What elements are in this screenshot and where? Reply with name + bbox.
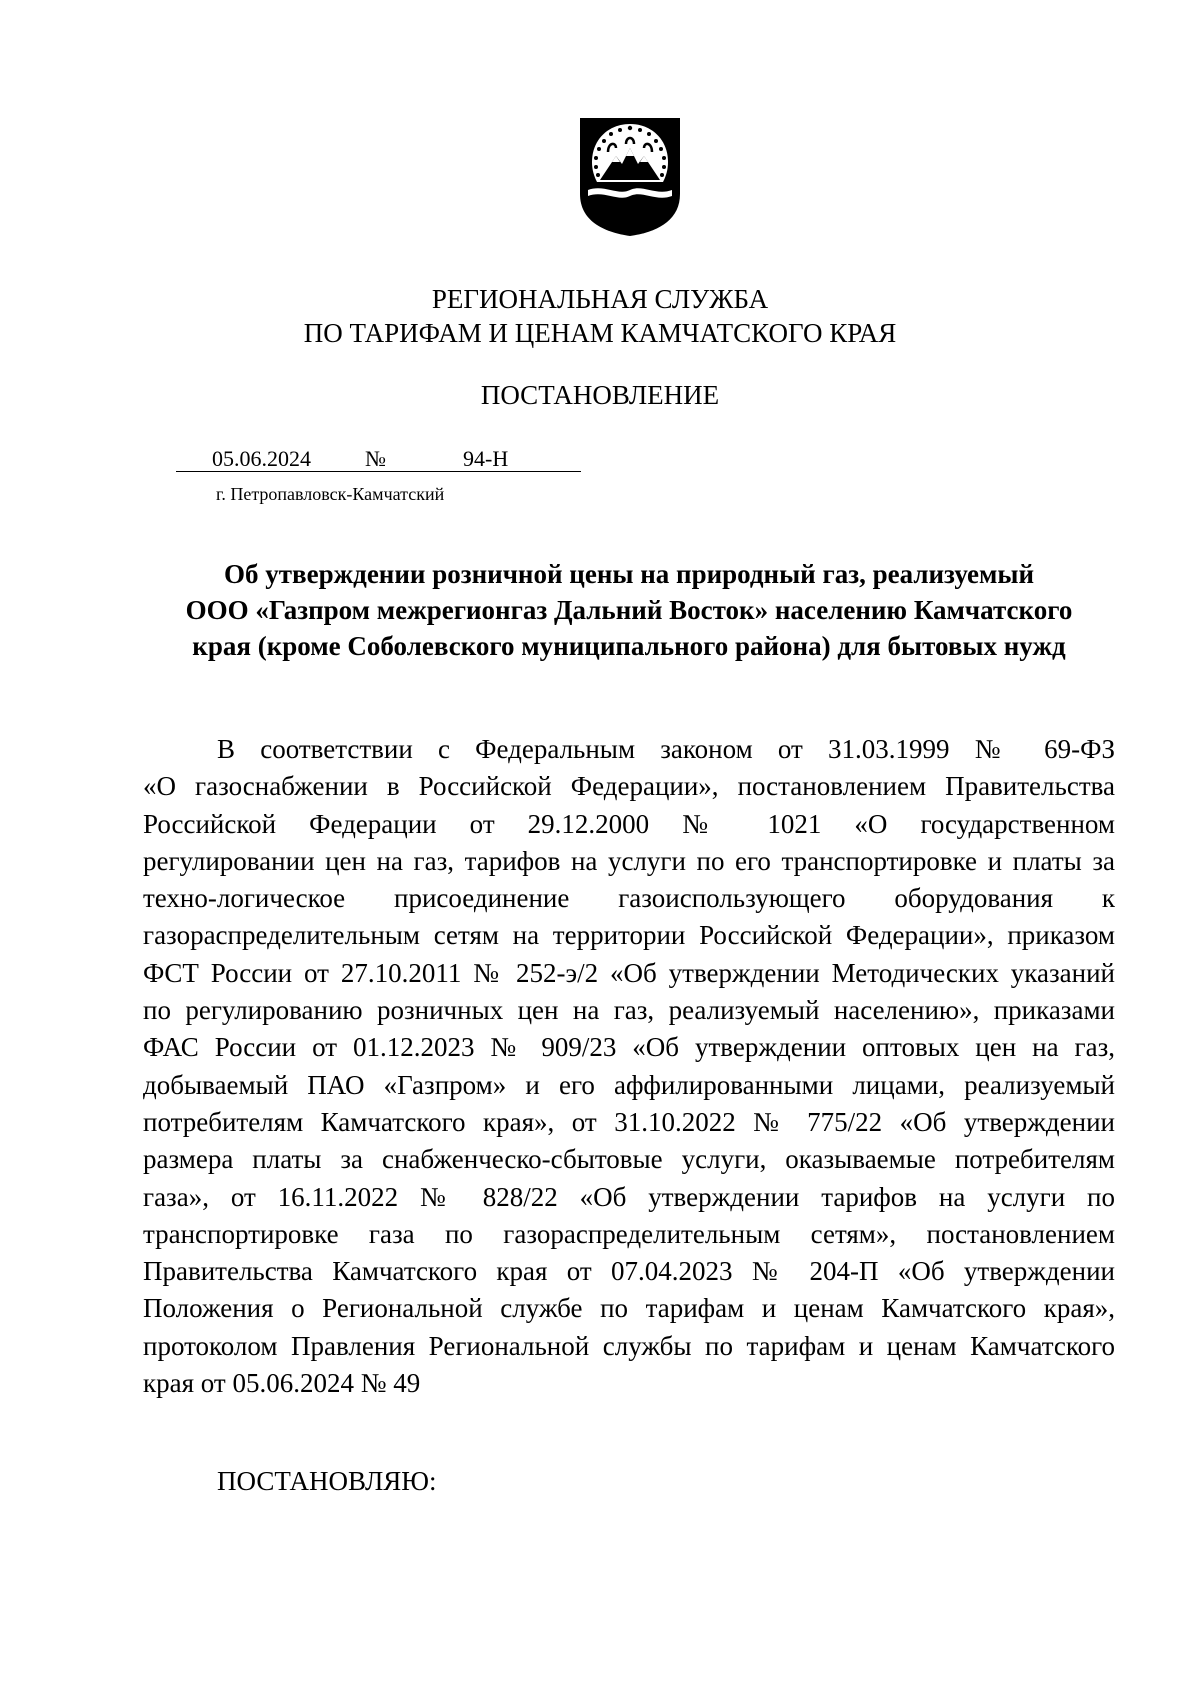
body-line: техно-логическое присоединение газоиспользующего оборудования к bbox=[143, 883, 1115, 914]
city-name: г. Петропавловск-Камчатский bbox=[216, 484, 445, 504]
date-underline bbox=[176, 471, 581, 472]
body-line: газораспределительным сетям на территории Российской Федерации», приказом bbox=[143, 920, 1115, 951]
body-line: края от 05.06.2024 № 49 bbox=[143, 1368, 421, 1399]
body-line: размера платы за снабженческо-сбытовые услуги, оказываемые потребителям bbox=[143, 1144, 1115, 1175]
body-line: протоколом Правления Региональной службы по тарифам и ценам Камчатского bbox=[143, 1330, 1115, 1361]
org-name-line-2: ПО ТАРИФАМ И ЦЕНАМ КАМЧАТСКОГО КРАЯ bbox=[303, 318, 897, 348]
body-paragraph bbox=[143, 731, 1115, 1402]
resolve-heading: ПОСТАНОВЛЯЮ: bbox=[217, 1466, 437, 1496]
title-line: ООО «Газпром межрегионгаз Дальний Восток» населению Камчатского bbox=[185, 595, 1073, 625]
document-number: 94-Н bbox=[463, 446, 509, 471]
number-label: № bbox=[365, 446, 386, 471]
document-type: ПОСТАНОВЛЕНИЕ bbox=[480, 380, 720, 410]
body-line: по регулированию розничных цен на газ, реализуемый населению», приказами bbox=[143, 995, 1115, 1026]
body-line: транспортировке газа по газораспределительным сетям», постановлением bbox=[143, 1218, 1115, 1249]
document-title bbox=[142, 556, 1116, 664]
document-date: 05.06.2024 bbox=[212, 446, 311, 471]
body-line: ФСТ России от 27.10.2011 № 252-э/2 «Об утверждении Методических указаний bbox=[143, 957, 1115, 988]
body-line: потребителям Камчатского края», от 31.10.2022 № 775/22 «Об утверждении bbox=[143, 1106, 1115, 1137]
title-line: края (кроме Соболевского муниципального района) для бытовых нужд bbox=[192, 631, 1066, 661]
body-line: В соответствии с Федеральным законом от 31.03.1999 № 69-ФЗ bbox=[217, 734, 1115, 764]
body-line: Положения о Региональной службе по тарифам и ценам Камчатского края», bbox=[143, 1293, 1115, 1324]
org-name-line-1: РЕГИОНАЛЬНАЯ СЛУЖБА bbox=[431, 284, 769, 314]
coat-of-arms-icon bbox=[578, 116, 682, 238]
body-line: Правительства Камчатского края от 07.04.2023 № 204-П «Об утверждении bbox=[143, 1256, 1115, 1287]
date-number-line bbox=[176, 445, 581, 473]
body-line: газа», от 16.11.2022 № 828/22 «Об утверждении тарифов на услуги по bbox=[143, 1181, 1115, 1212]
body-line: добываемый ПАО «Газпром» и его аффилированными лицами, реализуемый bbox=[143, 1069, 1115, 1100]
body-line: Российской Федерации от 29.12.2000 № 1021 «О государственном bbox=[143, 808, 1115, 839]
body-line: ФАС России от 01.12.2023 № 909/23 «Об утверждении оптовых цен на газ, bbox=[143, 1032, 1115, 1063]
body-line: «О газоснабжении в Российской Федерации», постановлением Правительства bbox=[143, 771, 1115, 802]
title-line: Об утверждении розничной цены на природный газ, реализуемый bbox=[223, 559, 1035, 589]
body-line: регулировании цен на газ, тарифов на услуги по его транспортировке и платы за bbox=[143, 845, 1115, 876]
